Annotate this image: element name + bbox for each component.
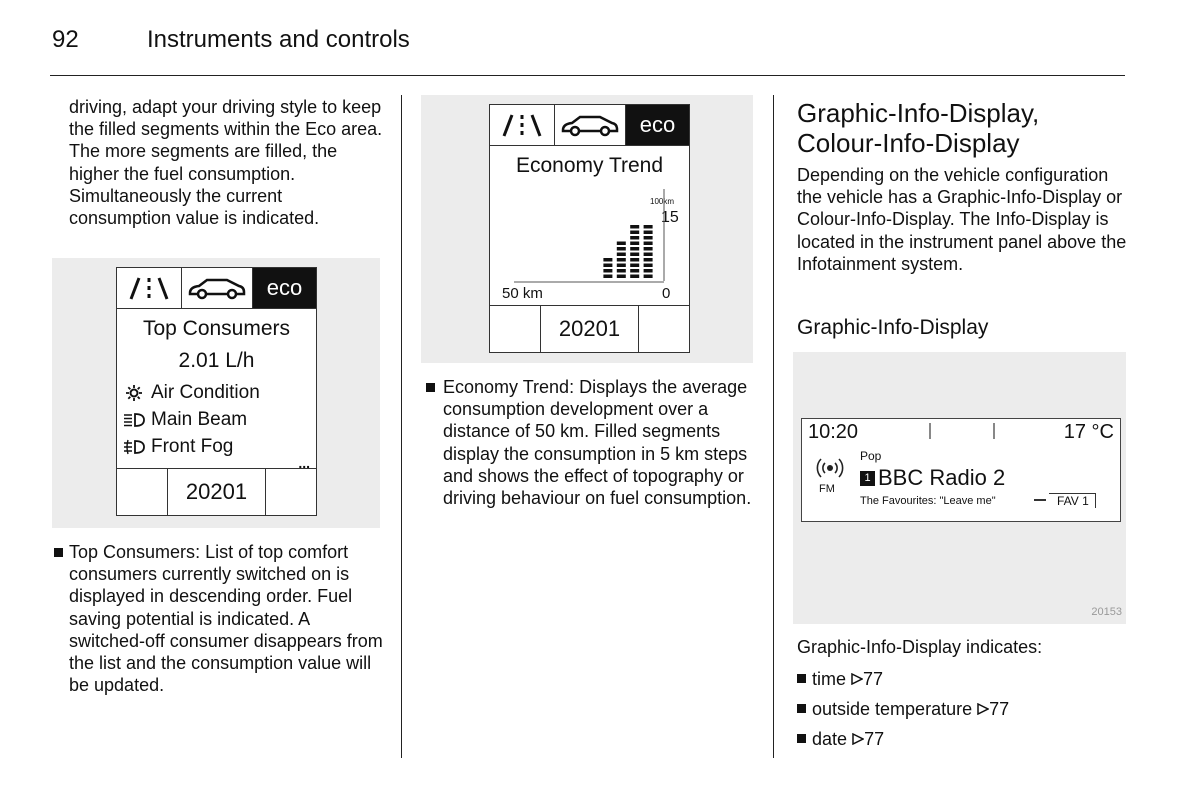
screen-footer <box>117 468 316 515</box>
footer-cell <box>266 469 316 515</box>
genre-label: Pop <box>860 449 882 463</box>
preset-number-badge: 1 <box>860 471 875 486</box>
bar-segment <box>617 258 626 262</box>
screen-tabs <box>117 268 316 309</box>
page-ref-icon[interactable] <box>977 694 989 724</box>
economy-trend-screen <box>489 104 690 353</box>
consumer-label: Air Condition <box>151 381 260 403</box>
page-ref-icon[interactable] <box>852 724 864 754</box>
trend-bar <box>630 225 639 278</box>
intro-paragraph: driving, adapt your driving style to keep the filled segments within the Eco area. The more segments are filled, the higher the fuel consumption. Simultaneously the current consumption value is indicated. <box>69 97 383 229</box>
front-fog-icon <box>123 439 145 455</box>
indicates-text: Graphic-Info-Display indicates: <box>797 637 1043 657</box>
y-max-label: 15 <box>661 209 679 226</box>
more-indicator: ... <box>298 455 310 471</box>
fav-line <box>1034 499 1046 501</box>
station-row <box>860 465 1005 491</box>
ac-icon <box>123 385 145 401</box>
bar-segment <box>630 231 639 235</box>
page-ref[interactable]: 77 <box>864 729 885 749</box>
bullet-square <box>797 704 806 713</box>
road-icon <box>117 268 182 308</box>
radio-signal-icon <box>816 455 844 486</box>
consumption-value: 2.01 L/h <box>178 349 255 372</box>
bar-segment <box>603 264 612 268</box>
top-consumers-screen <box>116 267 317 516</box>
band-label: FM <box>819 483 835 495</box>
bar-segment <box>630 247 639 251</box>
column-divider <box>401 95 402 758</box>
consumer-label: Main Beam <box>151 408 248 430</box>
bar-segment <box>630 275 639 279</box>
screen-title: Top Consumers <box>142 317 291 340</box>
track-info: The Favourites: "Leave me" <box>860 495 996 507</box>
bar-segment <box>617 275 626 279</box>
economy-trend-chart <box>514 187 690 287</box>
bar-segment <box>644 242 653 246</box>
page-ref[interactable]: 77 <box>989 699 1010 719</box>
screen-tabs <box>490 105 689 146</box>
x-left-label: 50 km <box>502 285 543 302</box>
trend-bar <box>617 242 626 279</box>
station-name: BBC Radio 2 <box>878 465 1006 490</box>
page-ref-icon[interactable] <box>851 664 863 694</box>
display-time: 10:20 <box>808 421 859 443</box>
bar-segment <box>630 225 639 229</box>
bullet-term: Economy Trend <box>443 377 570 397</box>
economy-trend-figure <box>421 95 753 363</box>
top-consumers-figure <box>52 258 380 528</box>
bar-segment <box>617 242 626 246</box>
list-item-label: outside temperature <box>812 699 973 719</box>
odometer-code: 20201 <box>168 469 266 515</box>
bar-segment <box>630 258 639 262</box>
bar-segment <box>644 275 653 279</box>
page-ref[interactable]: 77 <box>863 669 884 689</box>
consumer-item <box>123 433 316 460</box>
list-item <box>797 664 1009 694</box>
info-display-paragraph: Depending on the vehicle configuration the vehicle has a Graphic-Info-Display or Colour-Info-Display. The Info-Display is located in the instrument panel above the Infotainment system. <box>797 165 1127 274</box>
bar-segment <box>603 275 612 279</box>
bar-segment <box>644 264 653 268</box>
fav-badge: FAV 1 <box>1049 493 1096 508</box>
tab-eco: eco <box>626 105 689 145</box>
bullet-term: Top Consumers <box>69 542 196 562</box>
graphic-info-display-figure <box>793 352 1126 624</box>
bullet-text: : List of top comfort consumers currently switched on is displayed in descending order. Fuel saving potential is indicated. A switched-off consumer disappears from the list and the consumption value will be updated. <box>69 542 383 696</box>
bar-segment <box>644 247 653 251</box>
bullet-text: : Displays the average consumption development over a distance of 50 km. Filled segments display the consumption in 5 km steps and shows the effect of topography or driving behaviour on fuel consumption. <box>443 377 752 509</box>
car-icon <box>182 268 253 308</box>
bar-segment <box>617 269 626 273</box>
bar-segment <box>630 264 639 268</box>
unit-label: 100km <box>650 197 675 206</box>
heading-graphic-colour-info-display: Graphic-Info-Display, Colour-Info-Display <box>797 98 1040 158</box>
list-item-label: date <box>812 729 848 749</box>
header-rule <box>50 75 1125 76</box>
bar-segment <box>644 231 653 235</box>
road-icon <box>490 105 555 145</box>
list-item <box>797 694 1009 724</box>
car-icon <box>555 105 626 145</box>
main-beam-icon <box>123 412 145 428</box>
bar-segment <box>630 236 639 240</box>
screen-footer <box>490 305 689 352</box>
page-number: 92 <box>52 26 79 53</box>
bar-segment <box>630 253 639 257</box>
bullet-square <box>54 548 63 557</box>
list-item-label: time <box>812 669 847 689</box>
consumer-label: Front Fog <box>151 435 234 457</box>
trend-bar <box>603 258 612 278</box>
list-item <box>797 724 1009 754</box>
bar-segment <box>644 225 653 229</box>
bar-segment <box>644 236 653 240</box>
trend-bar <box>644 225 653 278</box>
bar-segment <box>617 264 626 268</box>
section-title: Instruments and controls <box>147 26 410 53</box>
x-right-label: 0 <box>662 285 671 302</box>
bar-segment <box>644 258 653 262</box>
top-consumers-bullet <box>52 541 384 696</box>
bullet-square <box>426 383 435 392</box>
display-separator <box>929 423 931 439</box>
economy-trend-bullet <box>426 376 758 509</box>
bar-segment <box>630 269 639 273</box>
footer-cell <box>117 469 168 515</box>
image-code: 20153 <box>1091 606 1122 618</box>
screen-title: Economy Trend <box>515 154 664 177</box>
footer-cell <box>490 306 541 352</box>
bar-segment <box>644 269 653 273</box>
display-temperature: 17 °C <box>1063 421 1114 443</box>
bar-segment <box>603 258 612 262</box>
consumer-item <box>123 379 316 406</box>
footer-cell <box>639 306 689 352</box>
consumer-item <box>123 406 316 433</box>
bullet-square <box>797 734 806 743</box>
indicates-list <box>797 664 1009 754</box>
bar-segment <box>603 269 612 273</box>
bar-segment <box>617 247 626 251</box>
display-separator <box>993 423 995 439</box>
subheading-graphic-info-display: Graphic-Info-Display <box>797 316 989 339</box>
odometer-code: 20201 <box>541 306 639 352</box>
column-divider <box>773 95 774 758</box>
graphic-info-display-screen <box>801 418 1121 522</box>
bullet-square <box>797 674 806 683</box>
bar-segment <box>644 253 653 257</box>
bar-segment <box>617 253 626 257</box>
bar-segment <box>630 242 639 246</box>
tab-eco: eco <box>253 268 316 308</box>
